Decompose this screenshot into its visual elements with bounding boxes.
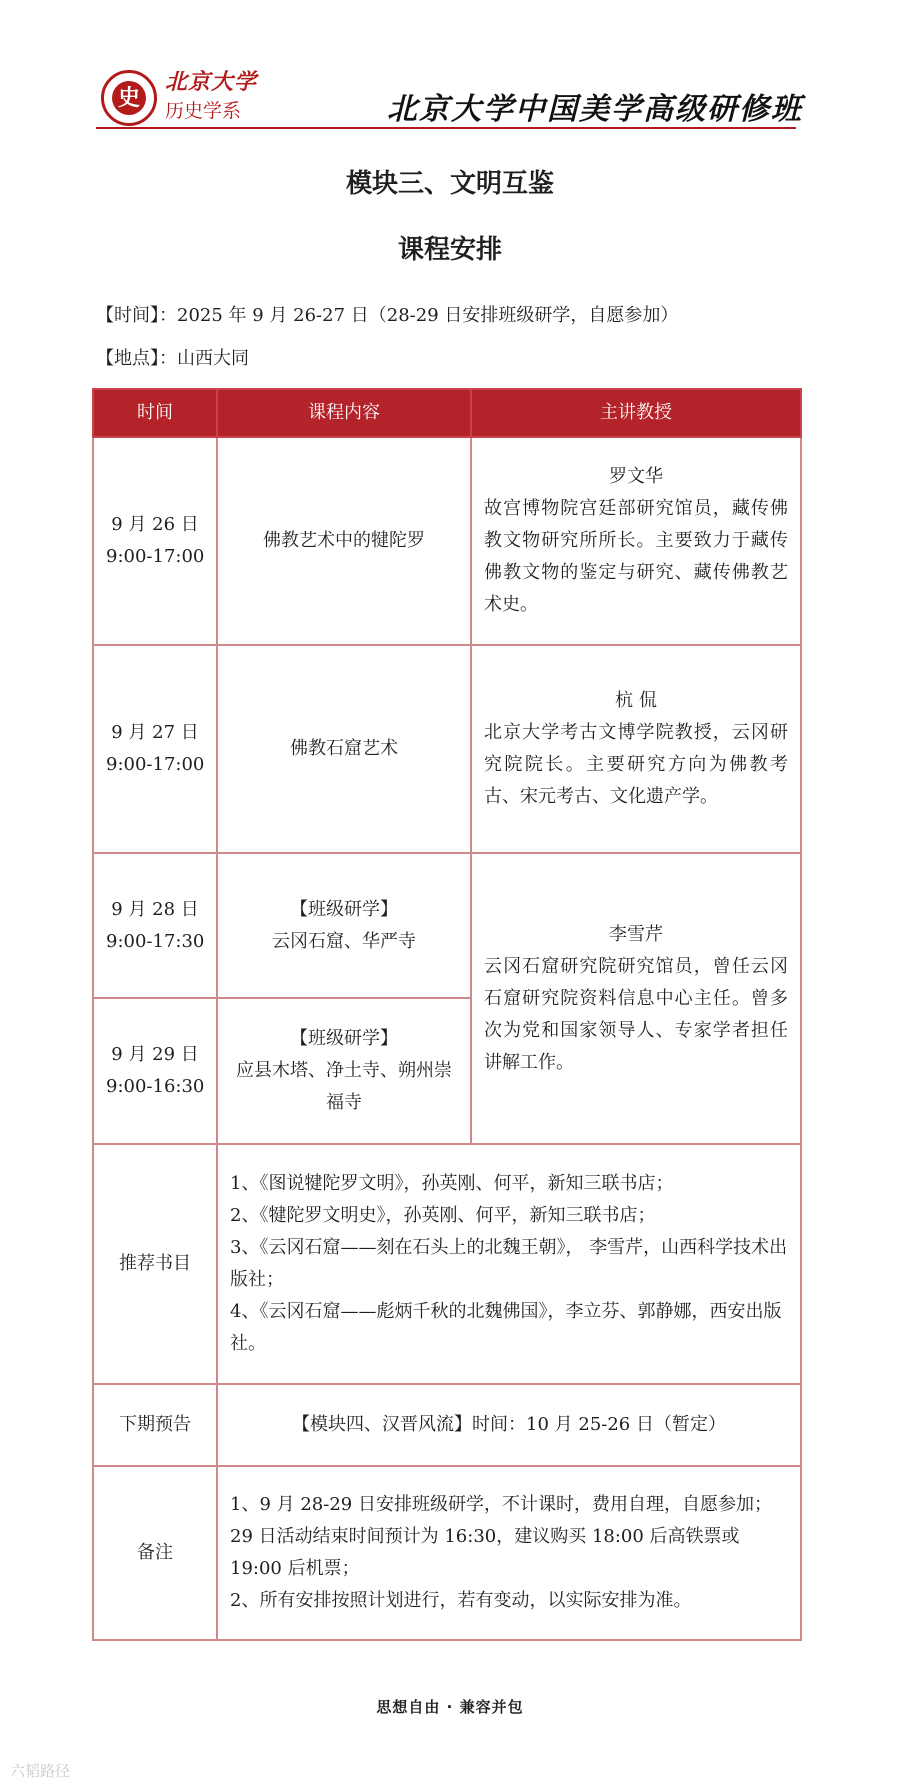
time-cell xyxy=(93,998,217,1144)
date: 9 月 26 日 xyxy=(111,514,199,535)
next-module-text: 【模块四、汉晋风流】时间：10 月 25-26 日（暂定） xyxy=(217,1384,801,1466)
professor-cell xyxy=(471,645,801,853)
header-course: 课程内容 xyxy=(217,389,471,437)
book-item: 3、《云冈石窟——刻在石头上的北魏王朝》， 李雪芹，山西科学技术出版社； xyxy=(230,1237,788,1290)
table-header-row xyxy=(93,389,801,437)
notes-label: 备注 xyxy=(93,1466,217,1640)
university-name: 北京大学 xyxy=(165,70,258,95)
professor-name: 李雪芹 xyxy=(609,923,663,945)
hours: 9:00-17:30 xyxy=(106,930,205,952)
date: 9 月 29 日 xyxy=(111,1044,199,1065)
time-cell xyxy=(93,853,217,998)
info-time: 【时间】：2025 年 9 月 26-27 日（28-29 日安排班级研学，自愿参加） xyxy=(96,305,679,326)
course-tag: 【班级研学】 xyxy=(290,898,398,920)
university-seal-logo xyxy=(101,70,157,126)
header-time: 时间 xyxy=(93,389,217,437)
footer-motto: 思想自由 · 兼容并包 xyxy=(376,1698,524,1716)
schedule-table xyxy=(92,388,802,1641)
books-cell xyxy=(217,1144,801,1384)
course-tag: 【班级研学】 xyxy=(290,1028,398,1049)
course-cell xyxy=(217,645,471,853)
course-title: 佛教石窟艺术 xyxy=(290,738,398,759)
hours: 9:00-17:00 xyxy=(106,546,205,567)
professor-bio: 北京大学考古文博学院教授，云冈研究院院长。主要研究方向为佛教考古、宋元考古、文化遗产学。 xyxy=(484,722,788,807)
professor-bio: 云冈石窟研究院研究馆员，曾任云冈石窟研究院资料信息中心主任。曾多次为党和国家领导人、专家学者担任讲解工作。 xyxy=(484,955,788,1073)
note-item: 2、所有安排按照计划进行，若有变动，以实际安排为准。 xyxy=(230,1590,692,1611)
course-title: 云冈石窟、华严寺 xyxy=(272,930,416,952)
program-title: 北京大学中国美学高级研修班 xyxy=(387,92,803,127)
schedule-title: 课程安排 xyxy=(397,235,502,265)
book-item: 2、《犍陀罗文明史》，孙英刚、何平，新知三联书店； xyxy=(230,1205,656,1226)
department-name: 历史学系 xyxy=(165,100,242,122)
table-row xyxy=(93,437,801,645)
next-module-row xyxy=(93,1384,801,1466)
course-cell xyxy=(217,853,471,998)
page-header xyxy=(0,0,900,130)
header-divider xyxy=(96,127,796,129)
date: 9 月 28 日 xyxy=(111,898,199,920)
table-row xyxy=(93,853,801,998)
info-place: 【地点】：山西大同 xyxy=(96,348,249,369)
notes-cell xyxy=(217,1466,801,1640)
course-title: 佛教艺术中的犍陀罗 xyxy=(263,530,425,551)
note-item: 1、9 月 28-29 日安排班级研学，不计课时，费用自理，自愿参加；29 日活动结束时间预计为 16:30，建议购买 18:00 后高铁票或 19:00 后机票； xyxy=(230,1494,772,1579)
book-item: 1、《图说犍陀罗文明》，孙英刚、何平，新知三联书店； xyxy=(230,1173,674,1194)
watermark: 六韬路径 xyxy=(10,1762,71,1780)
professor-cell xyxy=(471,853,801,1144)
hours: 9:00-16:30 xyxy=(106,1076,205,1097)
header-professor: 主讲教授 xyxy=(471,389,801,437)
professor-cell xyxy=(471,437,801,645)
notes-row xyxy=(93,1466,801,1640)
department-block xyxy=(165,70,257,124)
course-cell xyxy=(217,437,471,645)
professor-bio: 故宫博物院宫廷部研究馆员，藏传佛教文物研究所所长。主要致力于藏传佛教文物的鉴定与研究、藏传佛教艺术史。 xyxy=(484,498,788,615)
professor-name: 罗文华 xyxy=(609,466,663,487)
books-row xyxy=(93,1144,801,1384)
time-cell xyxy=(93,437,217,645)
date: 9 月 27 日 xyxy=(111,722,199,743)
module-title: 模块三、文明互鉴 xyxy=(345,169,554,199)
next-module-label: 下期预告 xyxy=(93,1384,217,1466)
table-row xyxy=(93,645,801,853)
hours: 9:00-17:00 xyxy=(106,754,205,775)
professor-name: 杭 侃 xyxy=(615,690,657,711)
course-cell xyxy=(217,998,471,1144)
seal-glyph: 史 xyxy=(112,81,146,115)
book-item: 4、《云冈石窟——彪炳千秋的北魏佛国》，李立芬、郭静娜，西安出版社。 xyxy=(230,1301,782,1354)
course-title: 应县木塔、净土寺、朔州崇福寺 xyxy=(236,1060,452,1113)
books-label: 推荐书目 xyxy=(93,1144,217,1384)
time-cell xyxy=(93,645,217,853)
